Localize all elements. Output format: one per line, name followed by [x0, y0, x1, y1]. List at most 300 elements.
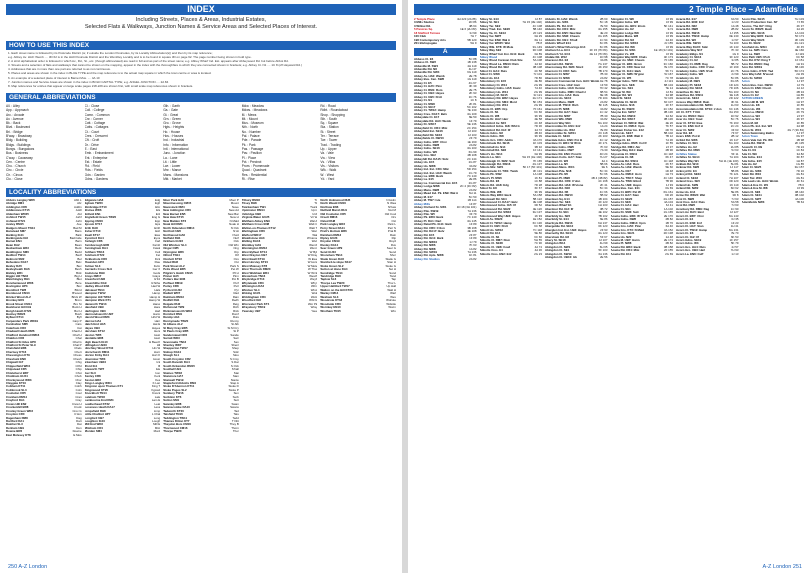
map-reference: 2A 82 — [600, 100, 608, 104]
street-name: Acton M. E8 — [741, 121, 759, 125]
locality-name: Colnbrook SL3 — [6, 388, 27, 392]
street-name: Abercorn Gdns. RM6: Chad H — [545, 90, 586, 94]
locality-abbrev: Send — [389, 250, 396, 254]
street-name: Acorn Gdns. W3 — [676, 242, 699, 246]
locality-abbrev: W W'ck — [307, 271, 318, 275]
locality-name: Oxshott KT22 — [163, 257, 182, 261]
map-reference: 2K 79 — [796, 111, 804, 115]
map-reference: 5G 103 — [729, 90, 739, 94]
locality-abbrev: Gods — [153, 271, 161, 275]
locality-name: Harold Wood RM3 — [84, 316, 110, 320]
street-name: Ada Gdns. E14 — [741, 156, 762, 160]
street-name: Aberglen Ind. Est. UB3: Hayes — [545, 228, 587, 232]
abbrev-column — [163, 104, 239, 184]
map-reference: 1J 23 — [731, 21, 739, 25]
street-name: Abbey Retail Pk. IG11: Bark — [414, 223, 452, 227]
street-name: Abbeville M. SW4 — [414, 64, 438, 68]
locality-abbrev: Park L — [387, 223, 396, 227]
locality-name: Chalfont St Peter SL9 — [6, 344, 36, 348]
street-name: Acacia Gdns. RM14: Upm — [610, 221, 646, 225]
map-reference: 1G 85 — [796, 163, 804, 167]
locality-name: Kingswood KT20 — [84, 388, 109, 392]
street-name: Abbey St. SE1 — [479, 21, 500, 25]
abbrev-entry: Pas. : Passage — [241, 146, 264, 151]
locality-abbrev: Brick W — [71, 295, 82, 299]
locality-abbrev: Swans — [230, 406, 239, 410]
map-reference: 5F 115 — [598, 104, 608, 108]
locality-name: Windsor SL4 — [241, 288, 260, 292]
map-reference: 1F 87 — [469, 202, 477, 206]
street-name: Accommodation Rd. NW11 — [676, 104, 713, 108]
map-reference: 2F 123 — [533, 31, 542, 35]
map-reference: 2K 81 — [468, 102, 477, 106]
map-reference: 2C 4 (3C 82) — [459, 185, 477, 189]
street-name: Abingdon Gdns. W8 — [610, 21, 639, 25]
locality-name: Walton-on-Thames KT12 — [241, 226, 276, 230]
street-name: Abbott Rd. E14 — [479, 232, 501, 236]
street-name: Abercorn Wlk. NW8 — [545, 118, 572, 122]
locality-name: Dartford DA1 — [6, 420, 24, 423]
locality-name: Chigwell IG7 — [6, 361, 24, 365]
locality-abbrev: Dart — [76, 420, 82, 423]
locality-name: Old Windsor SL4 — [163, 243, 187, 247]
locality-abbrev: Elm — [155, 205, 161, 209]
map-reference: 6J 35 — [731, 218, 739, 222]
map-reference: 4J 119 — [795, 52, 804, 56]
street-name: Abbotsbury Cl. W14 — [479, 83, 507, 87]
map-reference: 4C 108 — [532, 55, 542, 59]
street-name: 201 Bishopsgate — [414, 42, 437, 46]
locality-name: Walton on the Hill KT20 — [320, 288, 353, 292]
locality-name: New Malden KT3 — [163, 219, 187, 223]
locality-name: Ruislip HA4 — [163, 316, 180, 320]
abbrev-entry: Hos. : Houses — [163, 134, 184, 139]
locality-name: Stoke D'Abernon KT11 — [163, 385, 195, 389]
locality-abbrev: Big H — [74, 274, 82, 278]
howto-line: 2. A strict alphabetical order is followed in which Av., Rd., St., etc. (though abbreviated) are read in full and as part of the street name; e.g. Abbey Wharf Ind. Est. appears after Abbeywood Rd. but before Abbot Rd. — [8, 59, 289, 64]
locality-name: South Ockendon RM15 — [163, 364, 195, 368]
locality-name: Belvedere DA17 — [6, 261, 29, 265]
map-reference: 5H 15 (1E 102) — [522, 156, 542, 160]
street-name: Abingdon St. SW1 — [610, 49, 636, 53]
street-name: Abingdon Cl. SW19 — [545, 252, 572, 256]
locality-name: Oxted RH8 — [320, 219, 336, 223]
map-reference: 3B 136 — [663, 111, 673, 115]
street-name: Acton Pk. Ind. Est. W3 — [741, 125, 773, 129]
abbrev-entry: Pde. : Parade — [241, 138, 262, 143]
abbrev-entry: Fld. : Field — [84, 164, 100, 169]
map-reference: 4J 113 — [664, 80, 673, 84]
locality-name: Nutfield Marsh RH1 — [320, 209, 348, 213]
locality-abbrev: Sev — [233, 340, 239, 344]
locality-name: Potters Bar EN6 — [163, 278, 186, 282]
map-reference: 4B 140 — [794, 190, 804, 194]
abbrev-entry: Bldgs. : Buildings — [6, 142, 31, 147]
map-reference: 6H 137 — [598, 221, 608, 225]
map-reference: 7B 170 — [598, 69, 608, 73]
map-reference: 2B 82 — [665, 218, 673, 222]
map-reference: 2B 60 — [599, 18, 608, 21]
street-name: Acacia Ho. N22 — [610, 235, 632, 239]
locality-abbrev: T Ditt — [231, 420, 239, 423]
map-reference: 5E 86 — [534, 232, 542, 236]
abbrev-entry: Ga. : Gate — [163, 108, 178, 113]
locality-abbrev: St P — [233, 330, 239, 334]
map-reference: 7B 12 — [665, 135, 673, 139]
street-name: Abbotsbury Rd. BR2: Hayes — [479, 97, 519, 101]
locality-abbrev: Thor — [232, 430, 239, 434]
locality-name: Yiewsley UB7 — [241, 309, 261, 313]
street-name: Acacia Wlk. SW10 — [676, 42, 701, 46]
map-reference: 2F 171 — [598, 142, 608, 146]
locality-abbrev: Redh — [231, 299, 239, 303]
street-name: Abernethy Rd. SE13 — [545, 232, 573, 236]
locality-name: Welling DA16 — [241, 240, 261, 244]
street-name: Abingdon Cl. NW1 — [545, 245, 571, 249]
locality-abbrev: N Wea — [387, 202, 396, 206]
map-reference: 7B 8 — [536, 42, 542, 46]
street-name: Aberdeen Pk. N5 — [545, 173, 568, 177]
street-name: Abingdon Vs. W8 — [610, 52, 635, 56]
street-name: Abbey Vw. WD25: Wat — [479, 42, 510, 46]
locality-abbrev: Bark'side — [69, 236, 82, 240]
street-name: Acris St. SW18 — [741, 76, 762, 80]
map-reference: 1F 157 — [729, 239, 739, 242]
street-name: Abbey Rd. Studios — [414, 257, 440, 261]
locality-name: Stapleford Abbotts RM4 — [163, 382, 197, 386]
map-reference: 4J 57 — [731, 245, 739, 249]
abbrev-entry: M. : Mews — [241, 112, 257, 117]
map-reference: 3J 85 — [731, 59, 739, 63]
street-name: Abbots Pk. SW2 — [479, 173, 502, 177]
map-reference: 2E 174 — [663, 239, 673, 242]
map-reference: 4J 79 — [796, 83, 804, 87]
street-name: Acorn Way BR6: Farnb — [741, 35, 773, 39]
map-reference: 4A 74 — [534, 245, 542, 249]
street-name: Abbey La. BR3: Beck — [414, 175, 444, 179]
locality-name: Gerrards Cross SL9 — [84, 268, 112, 272]
locality-name: Mill End WD3 — [84, 423, 103, 427]
abbrev-entry: Cotts. : Cottages — [84, 125, 109, 130]
map-reference: 1J 97 — [796, 80, 804, 84]
street-name: Acacia M. UB7: Harm — [610, 239, 640, 242]
map-reference: 6H 11 — [534, 38, 542, 42]
street-name: Acacia Cl. HA7: Stan — [610, 194, 639, 198]
map-reference: 6C 86 — [599, 42, 608, 46]
abbrev-entry: Emb. : Embankment — [84, 151, 114, 156]
locality-name: Horton Kirby DA4 — [84, 354, 109, 358]
running-header: 2 Temple Place – Adamfields — [414, 4, 804, 15]
street-name: Abbotswood Way UB3: Hayes — [479, 214, 521, 218]
map-reference: 7H 93 — [730, 249, 739, 253]
locality-name: Grays RM17 — [84, 274, 102, 278]
street-name: Academy Ct. E2 — [676, 59, 698, 63]
map-reference: 4J 81 — [665, 90, 673, 94]
abbrev-entry: Nth. : North — [241, 125, 259, 130]
locality-name: Ongar CM5 — [163, 247, 179, 251]
street-name: Acacia Cl. SE8 — [610, 201, 631, 205]
locality-name: Hadley Wood EN4 — [84, 285, 110, 289]
map-reference: 3D 108 — [532, 49, 542, 53]
street-name: Abingdon Ho. BR1: Brom — [610, 24, 646, 28]
locality-name: Ockham GU23 — [163, 240, 183, 244]
map-reference: 3K 99 — [534, 190, 542, 194]
locality-name: Runnymede TW20 — [163, 319, 189, 323]
map-reference: 1F 85 — [796, 121, 804, 125]
locality-abbrev: W Hors — [307, 261, 318, 265]
locality-abbrev: W Mole — [307, 264, 318, 268]
locality-abbrev: Lale — [154, 395, 161, 399]
map-reference: 3J 99 — [469, 31, 477, 35]
street-name: Abbey La. Commercial Est. E15 — [414, 181, 458, 185]
locality-entry — [6, 434, 82, 437]
abbrev-entry: Yd. : Yard — [320, 177, 335, 182]
locality-name: Oxted RH8 — [163, 261, 178, 265]
map-reference: 7H 7 — [470, 35, 477, 39]
locality-abbrev: Chfd — [75, 364, 82, 368]
map-reference: 3D 8 — [732, 194, 739, 198]
locality-abbrev: Crew H — [71, 402, 82, 406]
map-reference: 3K 139 — [794, 38, 804, 42]
street-name: Acacia Rd. BR3: Beck — [610, 245, 641, 249]
locality-name: Badgers Mount TN14 — [6, 226, 35, 230]
street-name: Abbotswood Cl. DA17: Belv — [479, 201, 518, 205]
map-reference: 7K 121 — [729, 173, 739, 177]
abbrev-column — [6, 104, 82, 184]
locality-name: Lessness Heath DA17 — [84, 406, 115, 410]
map-reference: 1C 8 — [470, 99, 477, 103]
locality-abbrev: Hest — [154, 333, 161, 337]
locality-name: Cheshunt EN8 — [6, 357, 26, 361]
street-name: Abbey Wlk. KT8: W Mole — [479, 45, 514, 49]
abbrev-entry: Coll. : College — [84, 108, 105, 113]
locality-name: Rainham RM13 — [163, 295, 184, 299]
street-name: Abingdon Mans. W8 — [610, 35, 639, 39]
locality-abbrev: Stanw — [230, 378, 239, 382]
street-name: Aberfeldy St. E14 — [545, 218, 569, 222]
street-name: Abercorn Gro. HA4: Ruis — [545, 93, 580, 97]
street-name: Acacia Ct. SE1 — [610, 207, 631, 211]
map-reference: 1H 103 — [598, 204, 608, 208]
locality-name: Ripley GU23 — [320, 236, 338, 240]
locality-abbrev: Shep — [232, 347, 239, 351]
abbrev-entry: Bus. : Business — [6, 151, 28, 156]
street-name: Aberdeen Rd. N18 — [545, 187, 570, 191]
street-name: Acacia Rd. E11 — [610, 252, 632, 256]
locality-name: North Ockendon RM14 — [163, 226, 195, 230]
map-reference: 5H 81 — [730, 163, 739, 167]
map-reference: 4B 102 — [794, 194, 804, 198]
street-name: Abbey Mans. NW8 — [414, 188, 440, 192]
locality-abbrev: Wex — [390, 295, 396, 299]
street-name: Acorn Ct. E6 — [676, 232, 694, 236]
street-name: Acme Ho. E14 — [676, 190, 696, 194]
street-name: Abercorn Mans. NW8 — [545, 100, 575, 104]
locality-name: Mitcham CR4 — [84, 426, 103, 430]
map-reference: 1E 78 — [599, 80, 608, 84]
subtitle-line: Selected Flats & Walkways, Junction Names & Service Areas and Selected Places of Interest. — [84, 24, 318, 30]
locality-name: Perry Street DA11 — [320, 226, 345, 230]
street-name: Acre Dr. SE22 — [741, 42, 761, 46]
map-reference: 5J 103 — [664, 97, 673, 101]
map-reference: 6C 130 — [532, 221, 542, 225]
map-reference: 1H 41 — [730, 225, 739, 229]
index-column — [742, 18, 805, 562]
locality-abbrev: Harl — [154, 309, 161, 313]
map-reference: 4B 108 — [467, 154, 477, 158]
locality-abbrev: Cray — [75, 399, 82, 403]
locality-abbrev: Uxb — [312, 212, 318, 216]
abbrev-entry: Ind. : Industrial — [163, 138, 185, 143]
locality-abbrev: Hat E — [152, 323, 161, 327]
street-name: Abbey Rd. CR0: C'don — [414, 226, 445, 230]
street-name: Acton Town — [741, 135, 758, 139]
map-reference: 4K 153 — [598, 66, 608, 70]
locality-name: Harlington UB3 — [84, 309, 106, 313]
street-name: Abram Ho. SE17 — [610, 131, 633, 135]
locality-name: Romford RM1 — [163, 312, 183, 316]
map-reference: 4F 61 — [796, 180, 804, 184]
locality-abbrev: St Alb — [231, 323, 239, 327]
locality-name: Northolt UB5 — [163, 230, 182, 234]
map-reference: 5H 11 (1E 100) — [719, 159, 739, 163]
street-name: Acacia Ct. HA1: Harr — [610, 204, 639, 208]
street-name: Abbots Rd. E6 — [479, 180, 500, 184]
map-reference: 4G 81 — [796, 173, 804, 177]
locality-abbrev: Long — [153, 416, 161, 420]
locality-name: St Albans AL2 — [163, 323, 183, 327]
street-name: Abbey Ct. TW12: Hamp — [414, 109, 446, 113]
map-reference: 7B 102 — [598, 214, 608, 218]
street-name: Abercrombie Dr. EN1: Enf — [545, 125, 581, 129]
map-reference: 1K 103 — [532, 142, 542, 146]
locality-abbrev: Ald — [77, 212, 82, 216]
street-name: Abbey Wharf Ind. Est. IG11: Bark — [479, 52, 525, 56]
locality-abbrev: Wat — [312, 233, 318, 237]
street-name: Acacia Gro. KT3: N Mald — [610, 228, 645, 232]
map-reference: 7E 50 — [599, 24, 608, 28]
street-name: Acacia Rd. CR4: Mitc — [610, 249, 640, 253]
map-reference: 4B 158 — [663, 245, 673, 249]
street-name: Abbeville Rd. N8 — [414, 67, 437, 71]
street-name: Acer Ct. EN3: Enf H — [676, 125, 703, 129]
locality-abbrev: Bedd — [74, 250, 82, 254]
locality-name: Brook Street CM14 — [6, 302, 32, 306]
locality-abbrev: Eyns — [153, 236, 161, 240]
locality-abbrev: Whyt — [310, 281, 318, 285]
street-name: Acton La. W4 — [741, 118, 760, 122]
abbrev-entry: Gdn. : Garden — [84, 172, 105, 177]
map-reference: 4D 70 — [665, 128, 673, 132]
locality-abbrev: Wold — [310, 295, 318, 299]
street-name: Abingdon Rd. W8 — [610, 45, 635, 49]
locality-abbrev: Hort K — [151, 354, 161, 358]
street-name: Abbott's Wharf Moorings E14 — [545, 45, 586, 49]
map-reference: 1F 55 — [665, 142, 673, 146]
locality-abbrev: Harr — [154, 319, 161, 323]
locality-abbrev: Sund — [389, 271, 396, 275]
locality-name: Pinner HA5 — [163, 274, 179, 278]
map-reference: 3J 99 — [665, 21, 673, 25]
street-name: Abbey Way SE2 — [479, 49, 502, 53]
street-name: Acer Ct. NW2 — [676, 128, 695, 132]
street-name: Acre Path UB5: N'olt — [741, 55, 770, 59]
locality-column — [85, 199, 161, 559]
street-name: Abbots Way BR3: Beck — [479, 194, 512, 198]
map-reference: 2B 82 — [730, 28, 739, 32]
street-name: Abridge Ct. E4 — [610, 138, 631, 142]
locality-entry — [320, 310, 396, 313]
street-name: Abbeyfield Rd. SE16 — [414, 133, 443, 137]
locality-abbrev: W Ewe — [308, 257, 318, 261]
abbrev-entry: Junc. : Junction — [163, 151, 186, 156]
abbrev-entry: Cnr. : Corner — [84, 116, 103, 121]
street-name: Acland Cres. SE5 — [676, 180, 700, 184]
street-name: Acanthus Dr. SE1 — [676, 90, 701, 94]
street-name: Adair Ho. SW3 — [741, 169, 762, 173]
street-name: Abbotts Pk. Rd. E10 — [545, 24, 573, 28]
street-name: Adam Cl. SE6 — [741, 190, 761, 194]
locality-name: Rainham RM13 — [320, 233, 342, 237]
map-reference: 2A 82 — [469, 143, 477, 147]
locality-name: Hextable BR8 — [84, 337, 104, 341]
street-name: Abbey Rd. NW10 — [414, 240, 438, 244]
locality-abbrev: Pil H — [232, 271, 239, 275]
map-reference: 4E 102 — [598, 211, 608, 215]
locality-name: Upper Halliford TW17 — [320, 285, 350, 289]
locality-abbrev: Wdside — [386, 302, 396, 306]
street-name: Abney Gdns. N16 — [610, 104, 635, 108]
street-name: Acacia Cl. BR5: Pet W — [610, 190, 641, 194]
locality-name: Sutton at Hone DA4 — [320, 268, 348, 272]
subtitle-line: Including Streets, Places & Areas, Industrial Estates, — [135, 17, 267, 23]
map-reference: 6H 11 — [469, 192, 477, 196]
map-reference: 3D 52 — [534, 204, 542, 208]
locality-name: Carshalton SM5 — [6, 323, 28, 327]
locality-abbrev: Cars — [75, 323, 82, 327]
locality-abbrev: Hamp H — [149, 295, 161, 299]
street-name: Acton Cl. EN8: Chesh — [741, 87, 772, 91]
street-name: Academy Rd. SE18 — [676, 87, 703, 91]
street-name: Abbey Ho. NW8 — [414, 164, 436, 168]
street-name: Abbey Rd. Apts. NW8 — [414, 254, 444, 258]
locality-abbrev: Royd — [389, 240, 396, 244]
locality-name: Warlingham CR6 — [241, 230, 265, 234]
locality-abbrev: Wro — [390, 309, 396, 313]
locality-name: Woldingham CR3 — [241, 295, 266, 299]
map-reference: 7A 136 — [467, 251, 477, 254]
locality-abbrev: S Dar — [231, 361, 239, 365]
locality-abbrev: Barn — [75, 240, 82, 244]
street-name: Abery St. SE18 — [545, 239, 566, 242]
index-column — [480, 18, 543, 562]
abbrev-entry: All. : Alley — [6, 104, 20, 108]
map-reference: 5C 102 — [467, 105, 477, 109]
street-name: Abinger Av. SM2: Cheam — [610, 59, 645, 63]
map-reference: 2G 87 — [468, 161, 477, 165]
locality-name: Pratt's Bottom BR6 — [320, 230, 347, 234]
locality-abbrev: W Thur — [307, 268, 318, 272]
locality-name: Halstead TN14 — [84, 288, 105, 292]
locality-name: Croxley Green WD3 — [6, 409, 33, 413]
street-name: Abingdon Rd. SW16 — [610, 42, 639, 46]
locality-name: Cranham RM14 — [6, 395, 28, 399]
locality-abbrev: Hin W — [152, 347, 161, 351]
locality-abbrev: Coln — [75, 388, 82, 392]
map-reference: 7C 140 — [467, 175, 477, 179]
street-name: Adam Ct. SW7 — [741, 197, 762, 201]
map-reference: 7C 118 — [532, 228, 542, 232]
